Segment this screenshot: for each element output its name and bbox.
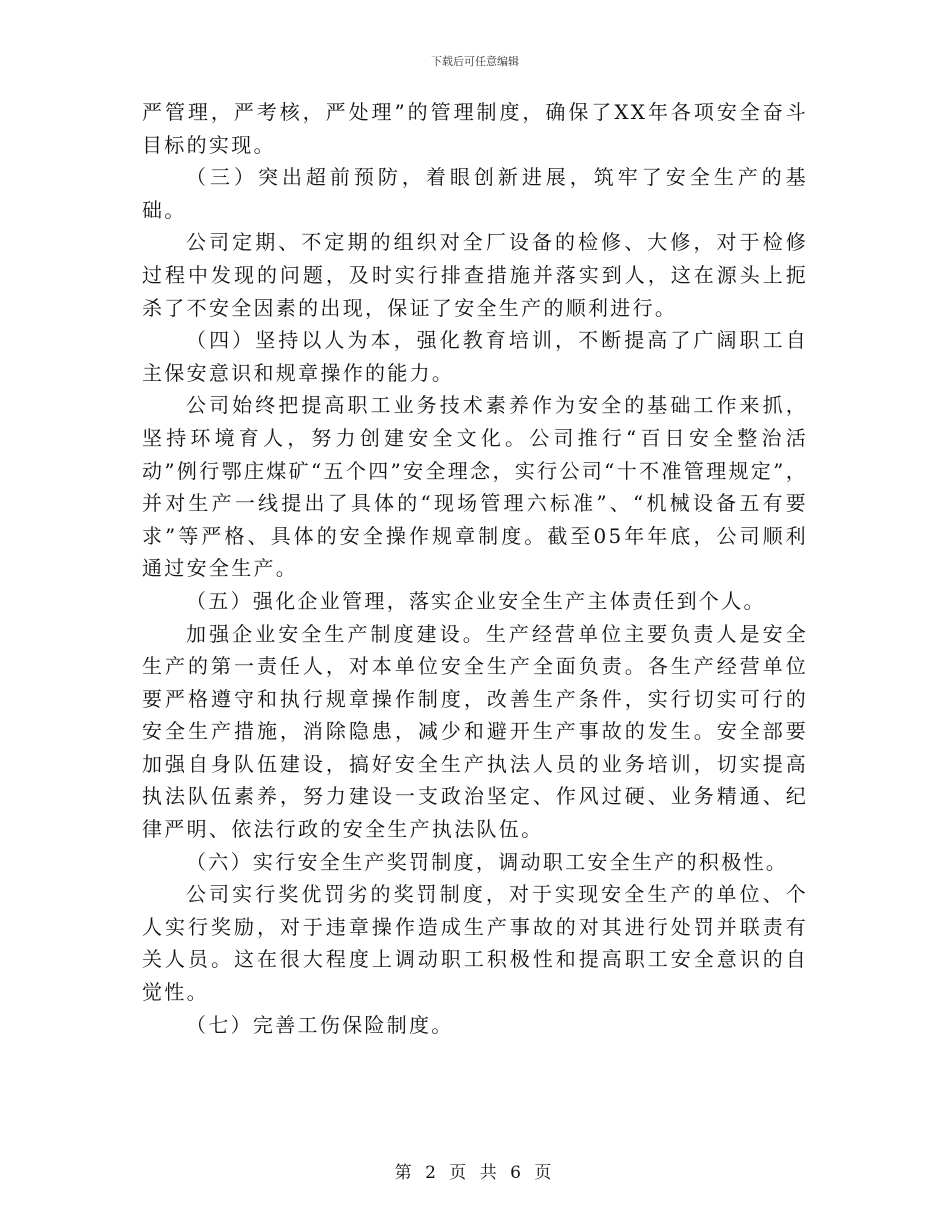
- section-heading-3: （三）突出超前预防，着眼创新进展，筑牢了安全生产的基础。: [142, 165, 808, 222]
- paragraph-rewards-penalties: 公司实行奖优罚劣的奖罚制度，对于实现安全生产的单位、个人实行奖励，对于违章操作造成生产事故的对其进行处罚并联责有关人员。这在很大程度上调动职工积极性和提高职工安全意识的自觉性。: [142, 882, 808, 1005]
- section-heading-6: （六）实行安全生产奖罚制度，调动职工安全生产的积极性。: [186, 849, 789, 874]
- paragraph-management-system: 加强企业安全生产制度建设。生产经营单位主要负责人是安全生产的第一责任人，对本单位安全生产全面负责。各生产经营单位要严格遵守和执行规章操作制度，改善生产条件，实行切实可行的安全生产措施，消除隐患，减少和避开生产事故的发生。安全部要加强自身队伍建设，搞好安全生产执法人员的业务培训，切实提高执法队伍素养，努力建设一支政治坚定、作风过硬、业务精通、纪律严明、依法行政的安全生产执法队伍。: [142, 621, 808, 842]
- section-heading-5: （五）强化企业管理，落实企业安全生产主体责任到个人。: [186, 588, 766, 613]
- paragraph-continuation: 严管理，严考核，严处理”的管理制度，确保了XX年各项安全奋斗目标的实现。: [142, 100, 808, 157]
- paragraph-equipment-maintenance: 公司定期、不定期的组织对全厂设备的检修、大修，对于检修过程中发现的问题，及时实行排查措施并落实到人，这在源头上扼杀了不安全因素的出现，保证了安全生产的顺利进行。: [142, 230, 808, 320]
- section-heading-7: （七）完善工伤保险制度。: [186, 1012, 454, 1037]
- page-header: 下载后可任意编辑: [431, 55, 519, 68]
- section-heading-4: （四）坚持以人为本，强化教育培训，不断提高了广阔职工自主保安意识和规章操作的能力。: [142, 328, 808, 385]
- paragraph-safety-culture: 公司始终把提高职工业务技术素养作为安全的基础工作来抓，坚持环境育人，努力创建安全文化。公司推行“百日安全整治活动”例行鄂庄煤矿“五个四”安全理念，实行公司“十不准管理规定”，并对生产一线提出了具体的“现场管理六标准”、“机械设备五有要求”等严格、具体的安全操作规章制度。截至05年年底，公司顺利通过安全生产。: [142, 393, 808, 581]
- page-number: 第 2 页 共 6 页: [394, 1163, 556, 1183]
- document-body: [142, 96, 808, 1041]
